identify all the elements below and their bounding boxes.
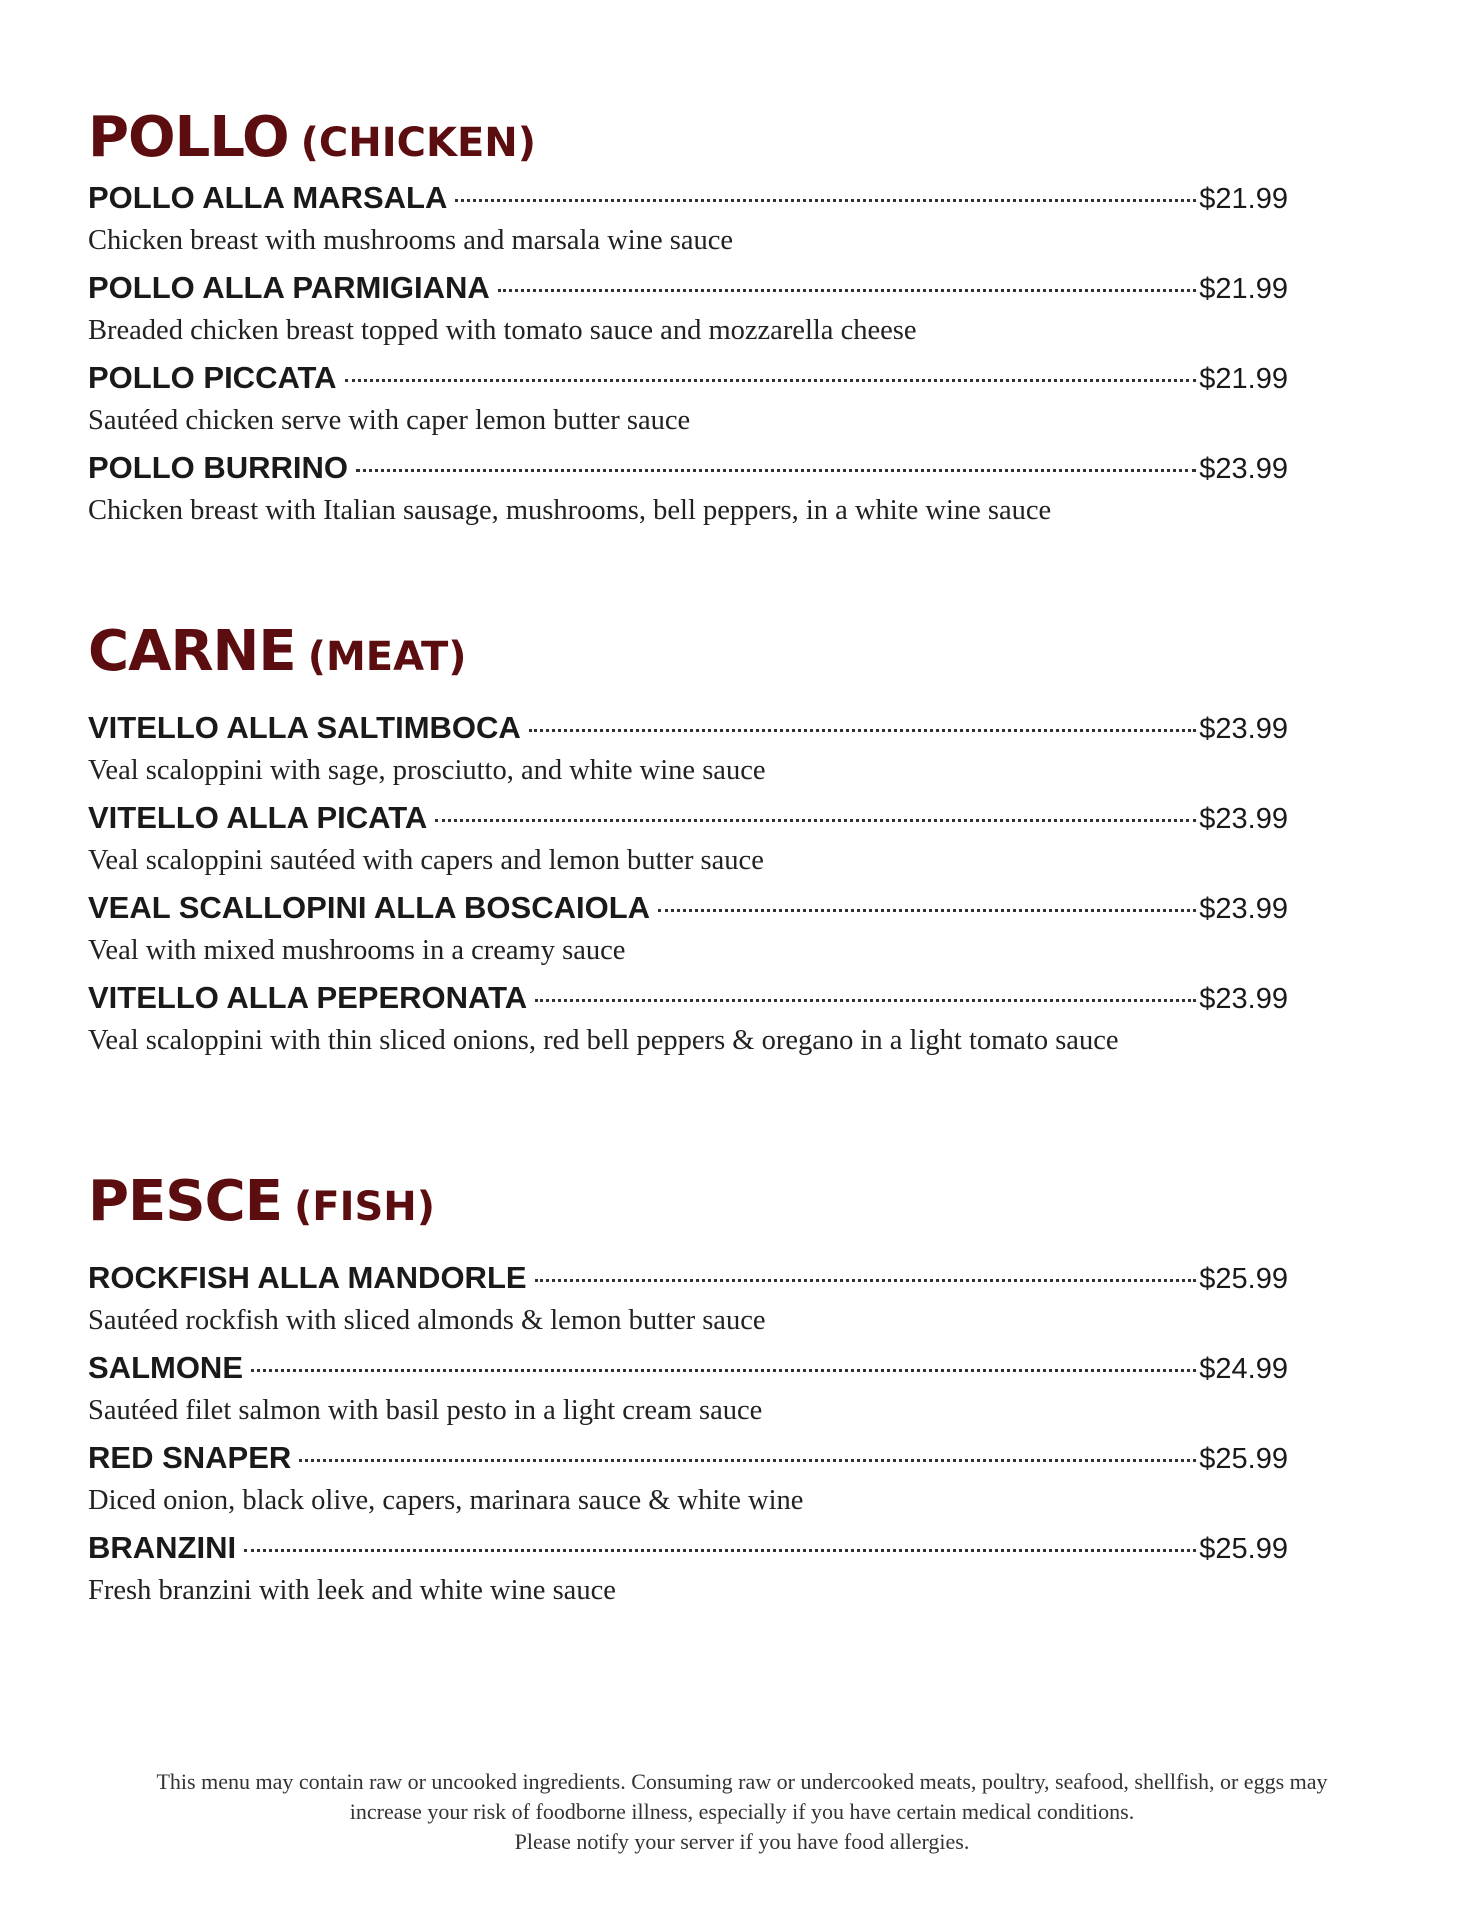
item-price: $25.99 [1199,1263,1288,1295]
dot-leader [455,199,1196,202]
item-price: $23.99 [1199,713,1288,745]
dot-leader [244,1549,1196,1552]
item-price: $25.99 [1199,1533,1288,1565]
item-price: $21.99 [1199,183,1288,215]
menu-item [88,800,1288,890]
item-name: POLLO ALLA PARMIGIANA [88,270,490,305]
menu-item [88,1440,1288,1530]
item-description: Veal scaloppini with sage, prosciutto, and white wine sauce [88,755,766,786]
section-carne [88,619,1288,1056]
item-name: ROCKFISH ALLA MANDORLE [88,1260,527,1295]
section-title [88,105,1288,170]
item-price: $23.99 [1199,803,1288,835]
item-description: Breaded chicken breast topped with tomato sauce and mozzarella cheese [88,315,917,346]
item-name: BRANZINI [88,1530,237,1565]
dot-leader [299,1459,1196,1462]
item-price: $21.99 [1199,363,1288,395]
section-subtitle: (FISH) [293,1184,436,1230]
item-name: SALMONE [88,1350,243,1385]
dot-leader [345,379,1197,382]
item-price: $24.99 [1199,1353,1288,1385]
item-description: Veal scaloppini with thin sliced onions, red bell peppers & oregano in a light tomato sauce [88,1025,1119,1056]
menu-item [88,1260,1288,1350]
section-title-main: POLLO [88,105,289,170]
dot-leader [356,469,1196,472]
dot-leader [529,729,1196,732]
menu-item [88,890,1288,980]
item-description: Sautéed filet salmon with basil pesto in a light cream sauce [88,1395,763,1426]
disclaimer-line: increase your risk of foodborne illness, especially if you have certain medical conditions. [349,1799,1135,1824]
item-name: VITELLO ALLA SALTIMBOCA [88,710,521,745]
item-price: $23.99 [1199,983,1288,1015]
menu-item [88,360,1288,450]
item-price: $21.99 [1199,273,1288,305]
section-title-main: PESCE [88,1169,282,1234]
menu-item [88,450,1288,540]
menu-item [88,1350,1288,1440]
item-description: Sautéed chicken serve with caper lemon butter sauce [88,405,691,436]
section-title [88,1169,1288,1234]
item-name: POLLO PICCATA [88,360,337,395]
dot-leader [658,909,1196,912]
menu-item [88,270,1288,360]
item-description: Veal with mixed mushrooms in a creamy sauce [88,935,626,966]
dot-leader [498,289,1196,292]
dot-leader [435,819,1196,822]
item-price: $23.99 [1199,453,1288,485]
menu-item [88,980,1288,1070]
menu-item [88,710,1288,800]
dot-leader [535,1279,1197,1282]
item-description: Chicken breast with Italian sausage, mushrooms, bell peppers, in a white wine sauce [88,495,1052,526]
menu-item [88,180,1288,270]
disclaimer-line: Please notify your server if you have food allergies. [514,1829,970,1854]
item-name: VITELLO ALLA PICATA [88,800,428,835]
item-name: RED SNAPER [88,1440,292,1475]
section-title-main: CARNE [88,619,296,684]
item-name: POLLO BURRINO [88,450,349,485]
item-description: Sautéed rockfish with sliced almonds & lemon butter sauce [88,1305,766,1336]
item-description: Fresh branzini with leek and white wine sauce [88,1575,616,1606]
menu-item [88,1530,1288,1620]
section-pesce [88,1169,1288,1606]
item-price: $23.99 [1199,893,1288,925]
item-name: POLLO ALLA MARSALA [88,180,448,215]
menu-items [88,1260,1288,1620]
disclaimer-line: This menu may contain raw or uncooked ingredients. Consuming raw or undercooked meats, poultry, seafood, shellfish, or eggs may [156,1769,1328,1794]
section-subtitle: (CHICKEN) [300,120,537,166]
item-name: VEAL SCALLOPINI ALLA BOSCAIOLA [88,890,651,925]
section-subtitle: (MEAT) [307,634,467,680]
item-price: $25.99 [1199,1443,1288,1475]
menu-items [88,710,1288,1070]
item-name: VITELLO ALLA PEPERONATA [88,980,528,1015]
item-description: Chicken breast with mushrooms and marsala wine sauce [88,225,734,256]
item-description: Veal scaloppini sautéed with capers and lemon butter sauce [88,845,764,876]
dot-leader [535,999,1196,1002]
section-pollo [88,105,1288,526]
section-title [88,619,1288,684]
menu-items [88,180,1288,540]
item-description: Diced onion, black olive, capers, marinara sauce & white wine [88,1485,804,1516]
allergy-disclaimer [60,1767,1424,1857]
dot-leader [251,1369,1196,1372]
